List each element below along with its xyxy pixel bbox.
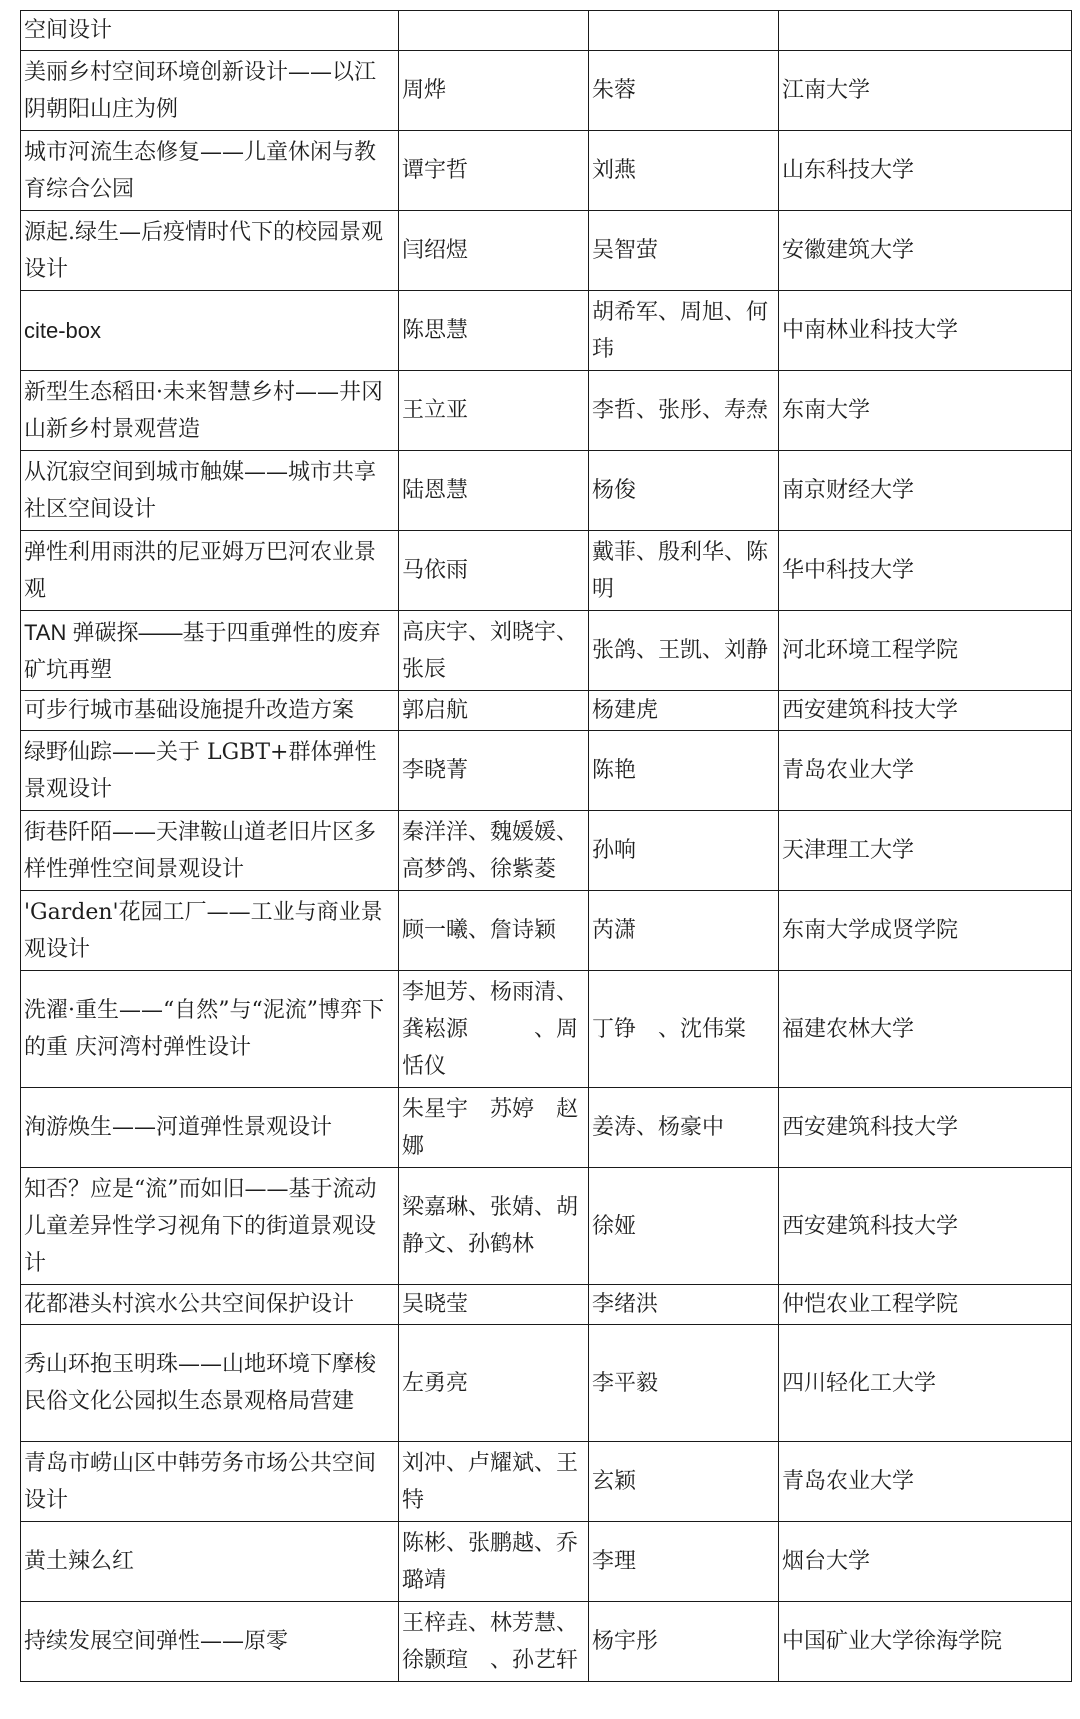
school-cell: 东南大学成贤学院 <box>779 891 1072 971</box>
table-row <box>21 1325 1072 1442</box>
project-title-cell: 从沉寂空间到城市触媒——城市共享社区空间设计 <box>21 451 399 531</box>
advisors-cell: 胡希军、周旭、何玮 <box>589 291 779 371</box>
table-row <box>21 1442 1072 1522</box>
table-row <box>21 531 1072 611</box>
school-cell: 仲恺农业工程学院 <box>779 1285 1072 1325</box>
school-cell: 福建农林大学 <box>779 971 1072 1088</box>
advisors-cell: 孙响 <box>589 811 779 891</box>
students-cell: 高庆宇、刘晓宇、张辰 <box>399 611 589 691</box>
table-row <box>21 611 1072 691</box>
students-cell: 朱星宇 苏婷 赵娜 <box>399 1088 589 1168</box>
award-table <box>20 10 1072 1682</box>
school-cell: 青岛农业大学 <box>779 731 1072 811</box>
advisors-cell: 朱蓉 <box>589 51 779 131</box>
project-title-cell: 新型生态稻田·未来智慧乡村——井冈山新乡村景观营造 <box>21 371 399 451</box>
project-title-cell: 黄土辣么红 <box>21 1522 399 1602</box>
project-title-cell: 弹性利用雨洪的尼亚姆万巴河农业景观 <box>21 531 399 611</box>
advisors-cell: 杨宇彤 <box>589 1602 779 1682</box>
table-row <box>21 1522 1072 1602</box>
table-row <box>21 811 1072 891</box>
students-cell: 王立亚 <box>399 371 589 451</box>
students-cell: 李晓菁 <box>399 731 589 811</box>
school-cell: 西安建筑科技大学 <box>779 1168 1072 1285</box>
advisors-cell: 李理 <box>589 1522 779 1602</box>
school-cell: 四川轻化工大学 <box>779 1325 1072 1442</box>
school-cell: 安徽建筑大学 <box>779 211 1072 291</box>
table-row <box>21 1285 1072 1325</box>
advisors-cell: 李哲、张彤、寿焘 <box>589 371 779 451</box>
school-cell: 东南大学 <box>779 371 1072 451</box>
table-row <box>21 131 1072 211</box>
school-cell: 中国矿业大学徐海学院 <box>779 1602 1072 1682</box>
advisors-cell: 李绪洪 <box>589 1285 779 1325</box>
advisors-cell: 陈艳 <box>589 731 779 811</box>
advisors-cell: 徐娅 <box>589 1168 779 1285</box>
project-title-cell: cite-box <box>21 291 399 371</box>
award-list-sheet <box>20 10 1071 1682</box>
school-cell: 华中科技大学 <box>779 531 1072 611</box>
table-row <box>21 971 1072 1088</box>
students-cell: 梁嘉琳、张婧、胡静文、孙鹤林 <box>399 1168 589 1285</box>
project-title-cell: 青岛市崂山区中韩劳务市场公共空间设计 <box>21 1442 399 1522</box>
project-title-cell: 空间设计 <box>21 11 399 51</box>
advisors-cell: 李平毅 <box>589 1325 779 1442</box>
advisors-cell: 芮潇 <box>589 891 779 971</box>
project-title-cell: TAN 弹碳探——基于四重弹性的废弃矿坑再塑 <box>21 611 399 691</box>
project-title-cell: 城市河流生态修复——儿童休闲与教育综合公园 <box>21 131 399 211</box>
table-row <box>21 691 1072 731</box>
advisors-cell: 张鸽、王凯、刘静 <box>589 611 779 691</box>
table-row <box>21 891 1072 971</box>
advisors-cell: 刘燕 <box>589 131 779 211</box>
advisors-cell: 玄颖 <box>589 1442 779 1522</box>
project-title-cell: 花都港头村滨水公共空间保护设计 <box>21 1285 399 1325</box>
advisors-cell: 杨建虎 <box>589 691 779 731</box>
project-title-cell: 'Garden'花园工厂——工业与商业景观设计 <box>21 891 399 971</box>
students-cell: 陆恩慧 <box>399 451 589 531</box>
advisors-cell: 吴智萤 <box>589 211 779 291</box>
students-cell <box>399 11 589 51</box>
project-title-cell: 洗濯·重生——“自然”与“泥流”博弈下的重 庆河湾村弹性设计 <box>21 971 399 1088</box>
students-cell: 陈彬、张鹏越、乔璐靖 <box>399 1522 589 1602</box>
advisors-cell: 丁铮 、沈伟棠 <box>589 971 779 1088</box>
students-cell: 李旭芳、杨雨清、龚崧源 、周恬仪 <box>399 971 589 1088</box>
school-cell: 中南林业科技大学 <box>779 291 1072 371</box>
table-row <box>21 291 1072 371</box>
table-row <box>21 1168 1072 1285</box>
advisors-cell <box>589 11 779 51</box>
school-cell: 天津理工大学 <box>779 811 1072 891</box>
table-row <box>21 1602 1072 1682</box>
school-cell: 河北环境工程学院 <box>779 611 1072 691</box>
students-cell: 马依雨 <box>399 531 589 611</box>
advisors-cell: 杨俊 <box>589 451 779 531</box>
school-cell: 南京财经大学 <box>779 451 1072 531</box>
award-table-body <box>21 11 1072 1682</box>
project-title-cell: 秀山环抱玉明珠——山地环境下摩梭民俗文化公园拟生态景观格局营建 <box>21 1325 399 1442</box>
project-title-cell: 洵游焕生——河道弹性景观设计 <box>21 1088 399 1168</box>
advisors-cell: 姜涛、杨豪中 <box>589 1088 779 1168</box>
advisors-cell: 戴菲、殷利华、陈明 <box>589 531 779 611</box>
table-row <box>21 451 1072 531</box>
project-title-cell: 知否？应是“流”而如旧——基于流动儿童差异性学习视角下的街道景观设计 <box>21 1168 399 1285</box>
school-cell: 江南大学 <box>779 51 1072 131</box>
school-cell: 烟台大学 <box>779 1522 1072 1602</box>
students-cell: 王梓垚、林芳慧、徐颢瑄 、孙艺轩 <box>399 1602 589 1682</box>
table-row <box>21 11 1072 51</box>
project-title-cell: 可步行城市基础设施提升改造方案 <box>21 691 399 731</box>
students-cell: 吴晓莹 <box>399 1285 589 1325</box>
school-cell: 西安建筑科技大学 <box>779 1088 1072 1168</box>
students-cell: 闫绍煜 <box>399 211 589 291</box>
students-cell: 顾一曦、詹诗颖 <box>399 891 589 971</box>
students-cell: 周烨 <box>399 51 589 131</box>
table-row <box>21 1088 1072 1168</box>
project-title-cell: 绿野仙踪——关于 LGBT+群体弹性景观设计 <box>21 731 399 811</box>
table-row <box>21 371 1072 451</box>
school-cell <box>779 11 1072 51</box>
school-cell: 青岛农业大学 <box>779 1442 1072 1522</box>
table-row <box>21 211 1072 291</box>
school-cell: 山东科技大学 <box>779 131 1072 211</box>
students-cell: 谭宇哲 <box>399 131 589 211</box>
project-title-cell: 街巷阡陌——天津鞍山道老旧片区多样性弹性空间景观设计 <box>21 811 399 891</box>
students-cell: 秦洋洋、魏媛媛、高梦鸽、徐紫菱 <box>399 811 589 891</box>
students-cell: 陈思慧 <box>399 291 589 371</box>
project-title-cell: 美丽乡村空间环境创新设计——以江阴朝阳山庄为例 <box>21 51 399 131</box>
school-cell: 西安建筑科技大学 <box>779 691 1072 731</box>
students-cell: 刘冲、卢耀斌、王特 <box>399 1442 589 1522</box>
table-row <box>21 731 1072 811</box>
table-row <box>21 51 1072 131</box>
project-title-cell: 持续发展空间弹性——原零 <box>21 1602 399 1682</box>
students-cell: 郭启航 <box>399 691 589 731</box>
project-title-cell: 源起.绿生—后疫情时代下的校园景观设计 <box>21 211 399 291</box>
students-cell: 左勇亮 <box>399 1325 589 1442</box>
